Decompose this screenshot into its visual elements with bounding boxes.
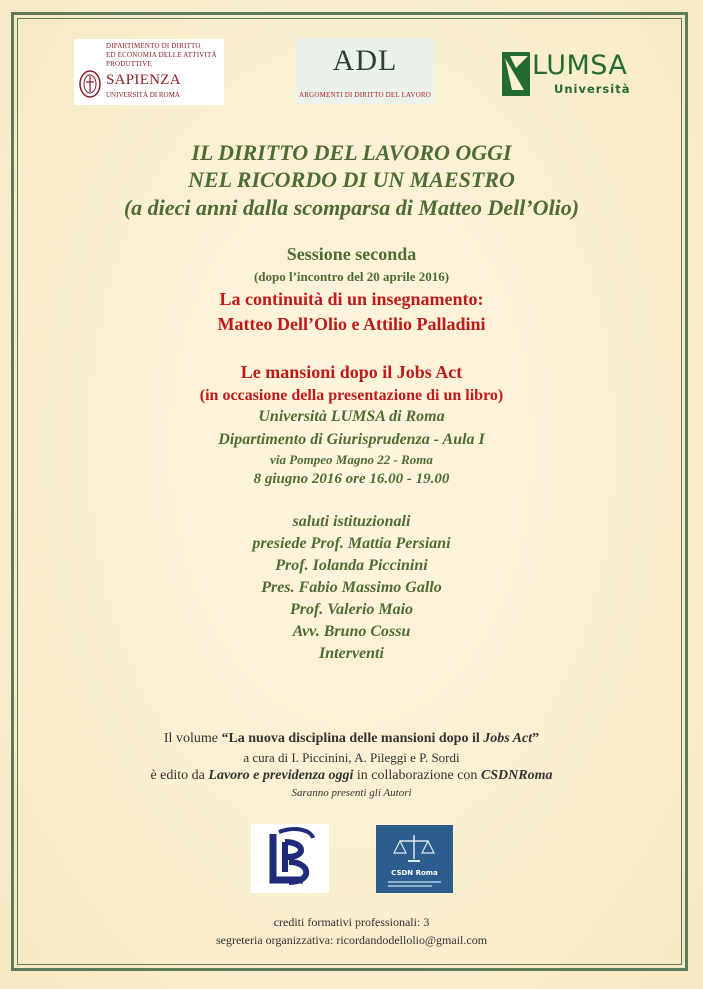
book-title-start: “La nuova disciplina delle mansioni dopo il xyxy=(221,731,484,746)
sapienza-dept-line2: ED ECONOMIA DELLE ATTIVITÀ PRODUTTIVE xyxy=(106,51,217,68)
event-venue: Università LUMSA di Roma xyxy=(258,408,445,425)
contact-text: segreteria organizzativa: ricordandodellolio@gmail.com xyxy=(215,933,488,947)
event-datetime: 8 giugno 2016 ore 16.00 - 19.00 xyxy=(253,471,450,487)
book-title-italic: Jobs Act xyxy=(483,731,533,746)
lp-monogram-icon xyxy=(251,824,329,893)
sapienza-seal-icon xyxy=(79,70,101,98)
title-line-3: (a dieci anni dalla scomparsa di Matteo Dell’Olio) xyxy=(123,195,580,220)
event-room: Dipartimento di Giurisprudenza - Aula I xyxy=(218,431,485,448)
publisher-name: Lavoro e previdenza oggi xyxy=(208,768,354,783)
title-line-1: IL DIRITTO DEL LAVORO OGGI xyxy=(191,140,512,165)
authors-note: Saranno presenti gli Autori xyxy=(291,787,412,799)
book-prefix: Il volume xyxy=(163,731,222,746)
book-editors: a cura di I. Piccinini, A. Pileggi e P. Sordi xyxy=(243,750,460,765)
session-theme-2: Matteo Dell’Olio e Attilio Palladini xyxy=(217,314,486,334)
sapienza-subtitle: UNIVERSITÀ DI ROMA xyxy=(106,91,180,99)
program-item: presiede Prof. Mattia Persiani xyxy=(252,535,451,552)
book-title-end: ” xyxy=(532,731,540,746)
session-name: Sessione seconda xyxy=(286,244,417,264)
scales-icon xyxy=(376,825,453,893)
session-theme-1: La continuità di un insegnamento: xyxy=(219,289,484,309)
lumsa-name: LUMSA xyxy=(532,50,628,81)
program-item: Prof. Iolanda Piccinini xyxy=(275,557,428,574)
book-publisher-line xyxy=(0,768,703,784)
sapienza-name: SAPIENZA xyxy=(106,72,181,88)
event-occasion: (in occasione della presentazione di un libro) xyxy=(199,387,504,404)
csdn-roma-logo xyxy=(376,825,453,893)
session-note: (dopo l’incontro del 20 aprile 2016) xyxy=(253,269,450,284)
lumsa-subtitle: Università xyxy=(554,82,631,96)
sapienza-department xyxy=(106,42,224,69)
program-item: Pres. Fabio Massimo Gallo xyxy=(261,579,442,596)
event-address: via Pompeo Magno 22 - Roma xyxy=(270,452,433,467)
book-title-line xyxy=(0,731,703,747)
lavoro-previdenza-logo xyxy=(251,824,329,893)
adl-subtitle: ARGOMENTI DI DIRITTO DEL LAVORO xyxy=(298,91,432,99)
credits-text: crediti formativi professionali: 3 xyxy=(273,915,430,929)
lumsa-logo xyxy=(502,46,642,100)
sapienza-dept-line1: DIPARTIMENTO DI DIRITTO xyxy=(106,42,201,50)
title-line-2: NEL RICORDO DI UN MAESTRO xyxy=(188,167,515,192)
sapienza-logo xyxy=(74,39,224,105)
csdn-label: CSDN Roma xyxy=(391,869,438,877)
event-topic: Le mansioni dopo il Jobs Act xyxy=(240,362,463,382)
program-item: Prof. Valerio Maio xyxy=(289,601,414,618)
adl-logo xyxy=(296,38,434,104)
pub-mid: in collaborazione con xyxy=(353,768,481,783)
pub-prefix: è edito da xyxy=(150,768,209,783)
program-item: saluti istituzionali xyxy=(292,513,411,530)
adl-abbr: ADL xyxy=(332,44,398,77)
partner-name: CSDNRoma xyxy=(480,768,553,783)
program-item: Interventi xyxy=(319,645,384,662)
program-item: Avv. Bruno Cossu xyxy=(292,623,411,640)
